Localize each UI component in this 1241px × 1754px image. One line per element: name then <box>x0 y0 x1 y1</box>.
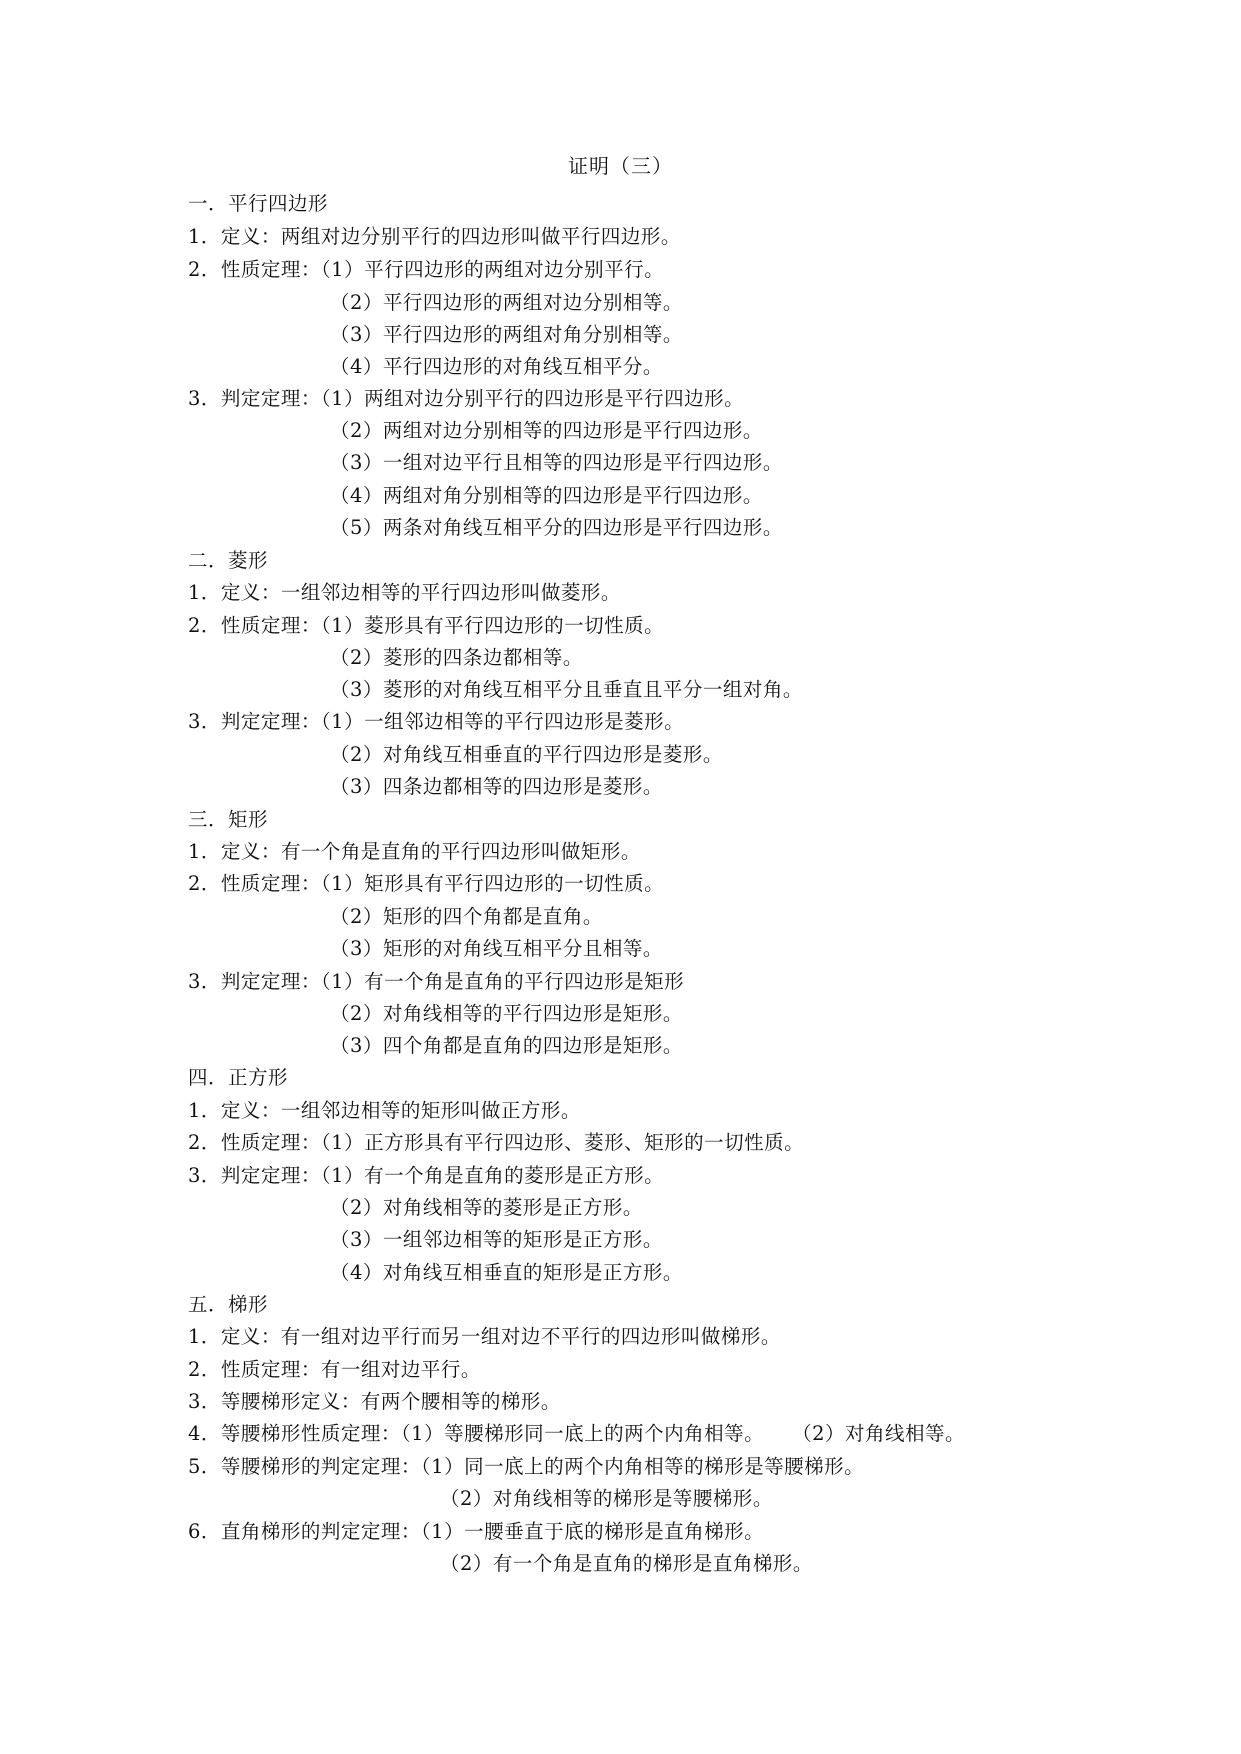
criterion-line: 3．判定定理：（1）有一个角是直角的平行四边形是矩形 <box>188 970 685 993</box>
property-line: （3）矩形的对角线互相平分且相等。 <box>330 937 663 960</box>
criterion-line: 5．等腰梯形的判定定理：（1）同一底上的两个内角相等的梯形是等腰梯形。 <box>188 1455 865 1478</box>
property-part-2: （2）对角线相等。 <box>792 1422 965 1445</box>
section-heading: 五．梯形 <box>188 1293 269 1316</box>
criterion-line: （5）两条对角线互相平分的四边形是平行四边形。 <box>330 516 783 539</box>
criterion-line: 3．判定定理：（1）一组邻边相等的平行四边形是菱形。 <box>188 710 685 733</box>
criterion-line: （2）两组对边分别相等的四边形是平行四边形。 <box>330 419 763 442</box>
property-line: 2．性质定理：（1）矩形具有平行四边形的一切性质。 <box>188 872 665 895</box>
criterion-line: （2）对角线相等的梯形是等腰梯形。 <box>440 1487 773 1510</box>
section-heading: 四．正方形 <box>188 1066 289 1089</box>
criterion-line: （2）对角线互相垂直的平行四边形是菱形。 <box>330 743 723 766</box>
criterion-line: （3）四个角都是直角的四边形是矩形。 <box>330 1034 683 1057</box>
section-heading: 二．菱形 <box>188 549 269 572</box>
criterion-line: （2）对角线相等的菱形是正方形。 <box>330 1196 643 1219</box>
criterion-line: （2）有一个角是直角的梯形是直角梯形。 <box>440 1552 813 1575</box>
section-heading: 三．矩形 <box>188 808 269 831</box>
definition-line: 1．定义：一组邻边相等的矩形叫做正方形。 <box>188 1099 581 1122</box>
criterion-line: 3．判定定理：（1）有一个角是直角的菱形是正方形。 <box>188 1164 665 1187</box>
definition-line: 3．等腰梯形定义：有两个腰相等的梯形。 <box>188 1390 561 1413</box>
criterion-line: （3）一组对边平行且相等的四边形是平行四边形。 <box>330 451 783 474</box>
property-line <box>188 1418 965 1446</box>
criterion-line: 6．直角梯形的判定定理：（1）一腰垂直于底的梯形是直角梯形。 <box>188 1520 765 1543</box>
property-line: （2）矩形的四个角都是直角。 <box>330 905 603 928</box>
property-line: （4）平行四边形的对角线互相平分。 <box>330 355 663 378</box>
property-line: （2）平行四边形的两组对边分别相等。 <box>330 291 683 314</box>
criterion-line: （4）对角线互相垂直的矩形是正方形。 <box>330 1261 683 1284</box>
definition-line: 1．定义：两组对边分别平行的四边形叫做平行四边形。 <box>188 225 681 248</box>
section-heading: 一．平行四边形 <box>188 192 329 215</box>
property-line: （2）菱形的四条边都相等。 <box>330 646 583 669</box>
property-line: 2．性质定理：（1）正方形具有平行四边形、菱形、矩形的一切性质。 <box>188 1131 805 1154</box>
criterion-line: （2）对角线相等的平行四边形是矩形。 <box>330 1002 683 1025</box>
property-part-1: 4．等腰梯形性质定理：（1）等腰梯形同一底上的两个内角相等。 <box>188 1422 765 1445</box>
criterion-line: 3．判定定理：（1）两组对边分别平行的四边形是平行四边形。 <box>188 387 745 410</box>
criterion-line: （3）一组邻边相等的矩形是正方形。 <box>330 1228 663 1251</box>
definition-line: 1．定义：有一个角是直角的平行四边形叫做矩形。 <box>188 840 641 863</box>
property-line: （3）菱形的对角线互相平分且垂直且平分一组对角。 <box>330 678 803 701</box>
page-title: 证明（三） <box>568 154 673 178</box>
criterion-line: （4）两组对角分别相等的四边形是平行四边形。 <box>330 484 763 507</box>
criterion-line: （3）四条边都相等的四边形是菱形。 <box>330 775 663 798</box>
property-line: （3）平行四边形的两组对角分别相等。 <box>330 323 683 346</box>
definition-line: 1．定义：有一组对边平行而另一组对边不平行的四边形叫做梯形。 <box>188 1325 781 1348</box>
property-line: 2．性质定理：有一组对边平行。 <box>188 1358 481 1381</box>
property-line: 2．性质定理：（1）平行四边形的两组对边分别平行。 <box>188 258 665 281</box>
definition-line: 1．定义：一组邻边相等的平行四边形叫做菱形。 <box>188 581 621 604</box>
property-line: 2．性质定理：（1）菱形具有平行四边形的一切性质。 <box>188 614 665 637</box>
